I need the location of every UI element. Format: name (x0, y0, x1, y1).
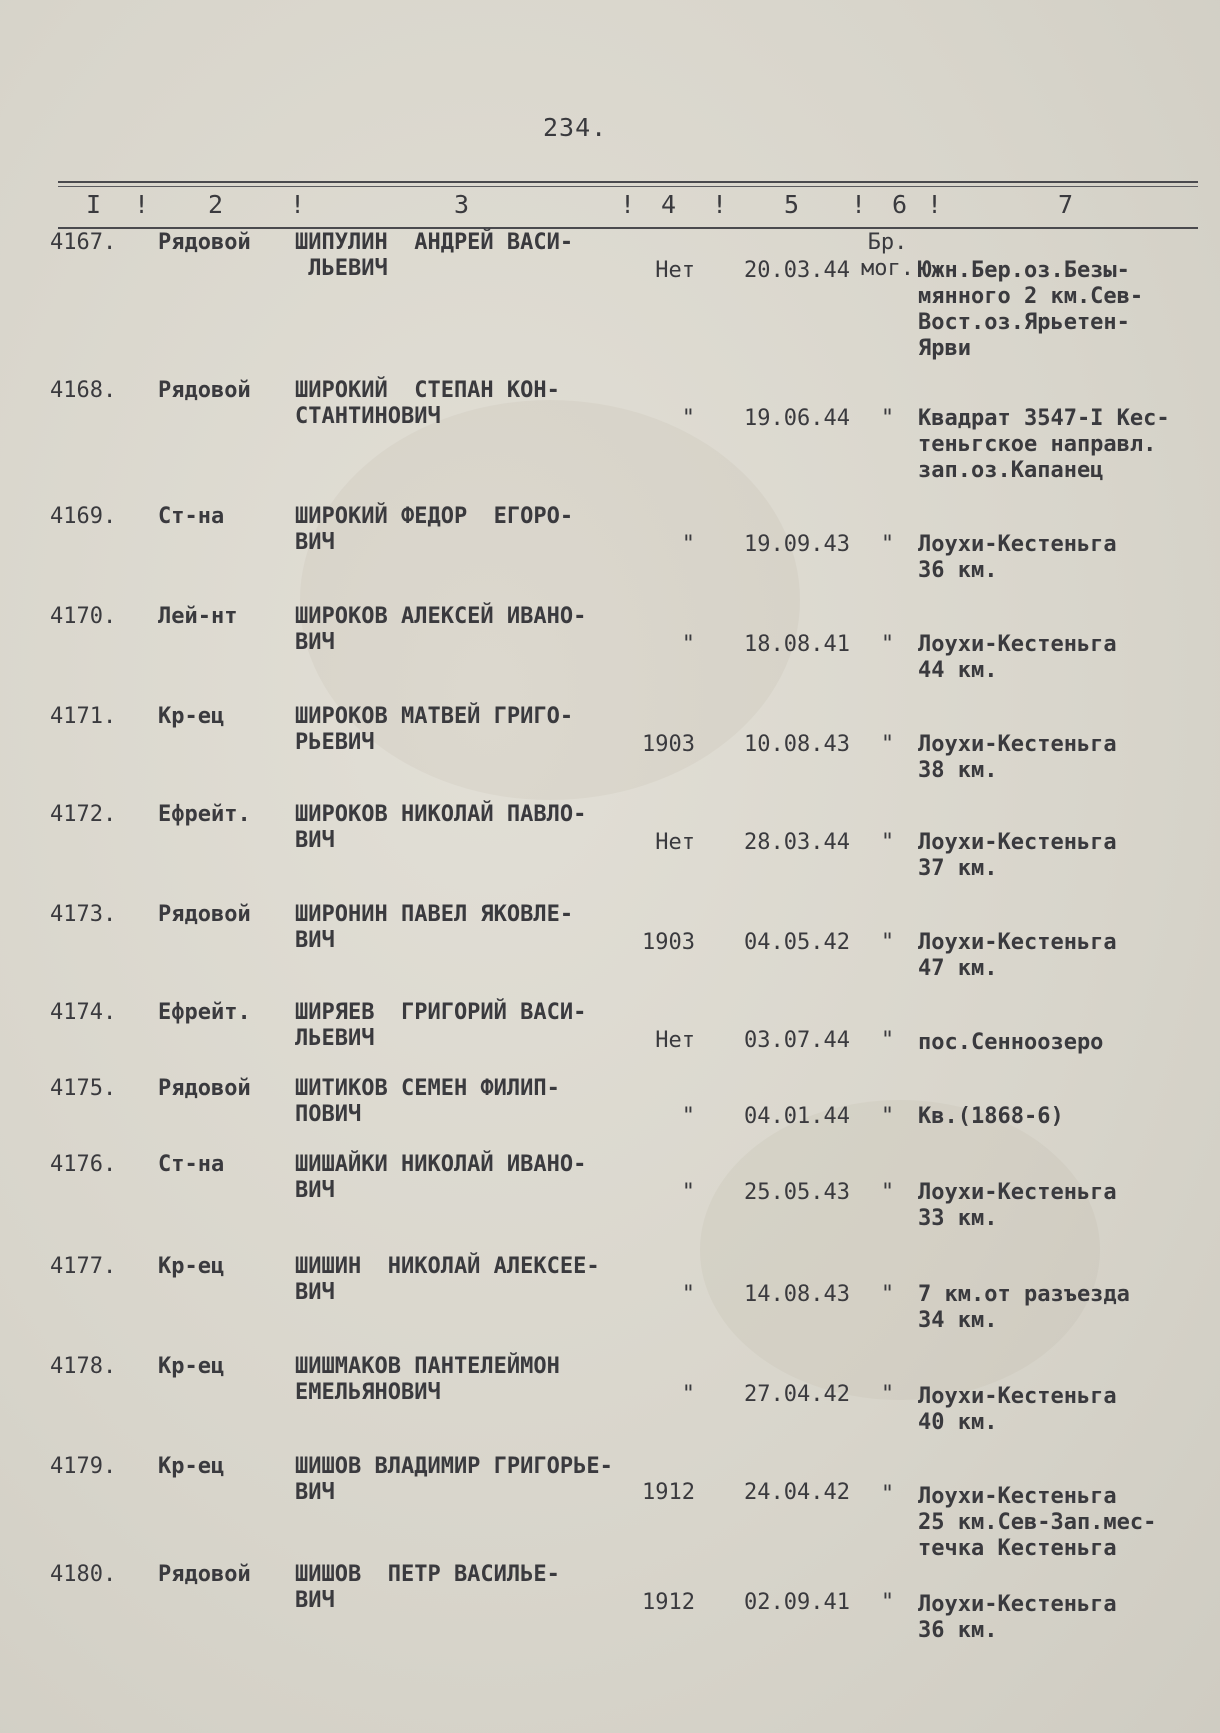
col-header-2: 2 (208, 190, 224, 219)
record-number: 4179. (50, 1454, 117, 1479)
page-number: 234. (543, 113, 608, 142)
birth-year: Нет (655, 258, 695, 283)
rank: Ст-на (158, 1152, 225, 1177)
death-date: 24.04.42 (744, 1480, 850, 1505)
full-name: ШИРОКИЙ СТЕПАН КОН- СТАНТИНОВИЧ (295, 378, 560, 429)
record-number: 4173. (50, 902, 117, 927)
full-name: ШИШАЙКИ НИКОЛАЙ ИВАНО- ВИЧ (295, 1152, 587, 1203)
birth-year: Нет (655, 1028, 695, 1053)
record-number: 4177. (50, 1254, 117, 1279)
burial-place: Лоухи-Кестеньга 25 км.Сев-Зап.мес- течка Кестеньга (918, 1484, 1157, 1561)
full-name: ШИТИКОВ СЕМЕН ФИЛИП- ПОВИЧ (295, 1076, 560, 1127)
birth-year: Нет (655, 830, 695, 855)
col-header-3: 3 (454, 190, 470, 219)
death-date: 25.05.43 (744, 1180, 850, 1205)
record-number: 4169. (50, 504, 117, 529)
death-date: 18.08.41 (744, 632, 850, 657)
burial-place: Квадрат 3547-I Кес- теньгское направл. зап.оз.Капанец (918, 406, 1170, 483)
death-date: 19.06.44 (744, 406, 850, 431)
record-number: 4172. (50, 802, 117, 827)
full-name: ШИРОКИЙ ФЕДОР ЕГОРО- ВИЧ (295, 504, 574, 555)
birth-year: " (681, 1282, 695, 1307)
death-date: 20.03.44 (744, 258, 850, 283)
rank: Ефрейт. (158, 1000, 251, 1025)
burial-type: Бр. мог. (861, 230, 914, 281)
burial-place: Лоухи-Кестеньга 38 км. (918, 732, 1117, 783)
full-name: ШИШОВ ВЛАДИМИР ГРИГОРЬЕ- ВИЧ (295, 1454, 613, 1505)
rank: Лей-нт (158, 604, 238, 629)
record-number: 4174. (50, 1000, 117, 1025)
record-number: 4176. (50, 1152, 117, 1177)
death-date: 02.09.41 (744, 1590, 850, 1615)
column-header-row (58, 190, 1198, 224)
death-date: 27.04.42 (744, 1382, 850, 1407)
col-header-1: I (86, 190, 102, 219)
burial-type: " (880, 1590, 895, 1615)
rank: Рядовой (158, 230, 251, 255)
header-rule-bottom (58, 227, 1198, 229)
col-header-sep: ! (712, 190, 728, 219)
birth-year: " (681, 1180, 695, 1205)
full-name: ШИПУЛИН АНДРЕЙ ВАСИ- ЛЬЕВИЧ (295, 230, 574, 281)
burial-type: " (880, 930, 895, 955)
birth-year: 1912 (642, 1590, 695, 1615)
full-name: ШИРЯЕВ ГРИГОРИЙ ВАСИ- ЛЬЕВИЧ (295, 1000, 587, 1051)
burial-type: " (880, 1180, 895, 1205)
burial-type: " (880, 1282, 895, 1307)
burial-place: Лоухи-Кестеньга 44 км. (918, 632, 1117, 683)
burial-place: Лоухи-Кестеньга 37 км. (918, 830, 1117, 881)
birth-year: " (681, 1104, 695, 1129)
death-date: 19.09.43 (744, 532, 850, 557)
rank: Кр-ец (158, 704, 225, 729)
record-number: 4178. (50, 1354, 117, 1379)
burial-type: " (880, 1028, 895, 1053)
burial-place: Южн.Бер.оз.Безы- мянного 2 км.Сев- Вост.оз.Ярьетен- Ярви (918, 258, 1144, 361)
death-date: 10.08.43 (744, 732, 850, 757)
burial-place: 7 км.от разъезда 34 км. (918, 1282, 1130, 1333)
birth-year: 1903 (642, 732, 695, 757)
col-header-sep: ! (290, 190, 306, 219)
record-number: 4175. (50, 1076, 117, 1101)
death-date: 14.08.43 (744, 1282, 850, 1307)
col-header-7: 7 (1058, 190, 1074, 219)
birth-year: " (681, 1382, 695, 1407)
full-name: ШИРОКОВ НИКОЛАЙ ПАВЛО- ВИЧ (295, 802, 587, 853)
birth-year: " (681, 532, 695, 557)
burial-type: " (880, 532, 895, 557)
full-name: ШИШМАКОВ ПАНТЕЛЕЙМОН ЕМЕЛЬЯНОВИЧ (295, 1354, 560, 1405)
full-name: ШИРОКОВ МАТВЕЙ ГРИГО- РЬЕВИЧ (295, 704, 574, 755)
rank: Кр-ец (158, 1354, 225, 1379)
record-number: 4171. (50, 704, 117, 729)
full-name: ШИШОВ ПЕТР ВАСИЛЬЕ- ВИЧ (295, 1562, 560, 1613)
col-header-sep: ! (851, 190, 867, 219)
birth-year: 1903 (642, 930, 695, 955)
record-number: 4170. (50, 604, 117, 629)
record-number: 4167. (50, 230, 117, 255)
col-header-6: 6 (892, 190, 908, 219)
burial-type: " (880, 732, 895, 757)
col-header-sep: ! (620, 190, 636, 219)
header-rule-top (58, 181, 1198, 183)
record-number: 4180. (50, 1562, 117, 1587)
burial-type: " (880, 632, 895, 657)
death-date: 04.01.44 (744, 1104, 850, 1129)
col-header-4: 4 (661, 190, 677, 219)
death-date: 03.07.44 (744, 1028, 850, 1053)
col-header-5: 5 (784, 190, 800, 219)
birth-year: " (681, 406, 695, 431)
burial-type: " (880, 406, 895, 431)
full-name: ШИШИН НИКОЛАЙ АЛЕКСЕЕ- ВИЧ (295, 1254, 600, 1305)
burial-place: Лоухи-Кестеньга 40 км. (918, 1384, 1117, 1435)
birth-year: 1912 (642, 1480, 695, 1505)
rank: Рядовой (158, 902, 251, 927)
rank: Ст-на (158, 504, 225, 529)
burial-place: Лоухи-Кестеньга 33 км. (918, 1180, 1117, 1231)
col-header-sep: ! (927, 190, 943, 219)
rank: Рядовой (158, 1562, 251, 1587)
burial-place: Лоухи-Кестеньга 36 км. (918, 1592, 1117, 1643)
death-date: 28.03.44 (744, 830, 850, 855)
burial-type: " (880, 1104, 895, 1129)
death-date: 04.05.42 (744, 930, 850, 955)
burial-type: " (880, 830, 895, 855)
rank: Рядовой (158, 378, 251, 403)
birth-year: " (681, 632, 695, 657)
header-rule-top-thin (58, 186, 1198, 187)
burial-type: " (880, 1382, 895, 1407)
burial-place: Лоухи-Кестеньга 47 км. (918, 930, 1117, 981)
rank: Кр-ец (158, 1254, 225, 1279)
col-header-sep: ! (134, 190, 150, 219)
full-name: ШИРОНИН ПАВЕЛ ЯКОВЛЕ- ВИЧ (295, 902, 574, 953)
burial-place: пос.Сенноозеро (918, 1030, 1104, 1055)
rank: Рядовой (158, 1076, 251, 1101)
burial-place: Лоухи-Кестеньга 36 км. (918, 532, 1117, 583)
rank: Кр-ец (158, 1454, 225, 1479)
rank: Ефрейт. (158, 802, 251, 827)
burial-type: " (880, 1482, 895, 1507)
record-number: 4168. (50, 378, 117, 403)
full-name: ШИРОКОВ АЛЕКСЕЙ ИВАНО- ВИЧ (295, 604, 587, 655)
burial-place: Кв.(1868-6) (918, 1104, 1064, 1129)
paper-stain (700, 1100, 1100, 1400)
